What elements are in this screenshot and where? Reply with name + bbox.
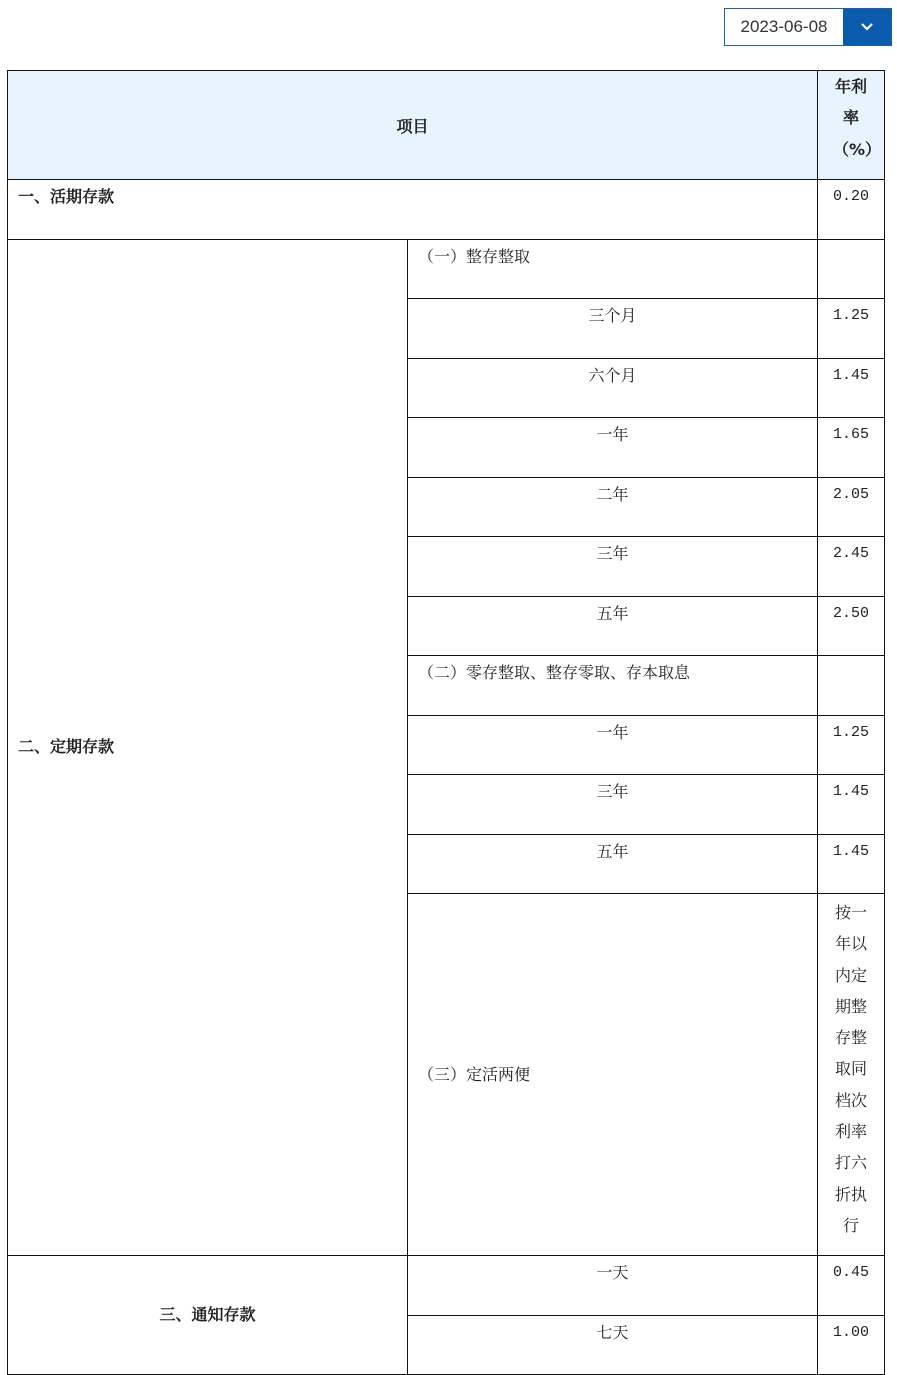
- deposit-rate-table: [7, 70, 885, 1375]
- rate-cell: [818, 656, 885, 716]
- rate-cell: 1.65: [818, 418, 885, 478]
- rate-cell: 2.45: [818, 537, 885, 597]
- date-select[interactable]: [724, 8, 892, 46]
- rate-cell: 1.45: [818, 834, 885, 894]
- table-row: [8, 1256, 885, 1316]
- header-rate: 年利率（%）: [818, 71, 885, 180]
- header-item: 项目: [8, 71, 818, 180]
- term-cell: 一年: [408, 715, 818, 775]
- chevron-down-icon: [860, 22, 874, 32]
- term-cell: 二年: [408, 477, 818, 537]
- rate-cell: [818, 239, 885, 299]
- date-select-value[interactable]: 2023-06-08: [740, 17, 828, 36]
- table-row: [8, 180, 885, 240]
- rate-cell: 2.05: [818, 477, 885, 537]
- rate-cell: 1.25: [818, 715, 885, 775]
- rate-cell: 1.45: [818, 775, 885, 835]
- rate-cell: 1.45: [818, 358, 885, 418]
- rate-cell: 1.25: [818, 299, 885, 359]
- date-select-toggle[interactable]: [843, 9, 891, 45]
- term-cell: 三年: [408, 537, 818, 597]
- table-header-row: [8, 71, 885, 180]
- rate-cell: 0.45: [818, 1256, 885, 1316]
- term-cell: 一年: [408, 418, 818, 478]
- notice-deposit-label: 三、通知存款: [8, 1256, 408, 1375]
- subcategory-label: （一）整存整取: [408, 239, 818, 299]
- subcategory-label: （二）零存整取、整存零取、存本取息: [408, 656, 818, 716]
- rate-cell: 1.00: [818, 1315, 885, 1375]
- term-cell: 六个月: [408, 358, 818, 418]
- term-cell: 三个月: [408, 299, 818, 359]
- term-cell: 五年: [408, 834, 818, 894]
- term-cell: 七天: [408, 1315, 818, 1375]
- demand-label: 一、活期存款: [8, 180, 818, 240]
- term-cell: 五年: [408, 596, 818, 656]
- rate-cell: 0.20: [818, 180, 885, 240]
- term-cell: 一天: [408, 1256, 818, 1316]
- table-row: [8, 239, 885, 299]
- rate-cell: 2.50: [818, 596, 885, 656]
- rate-cell: 按一年以内定期整存整取同档次利率打六折执行: [818, 894, 885, 1256]
- term-cell: 三年: [408, 775, 818, 835]
- time-deposit-label: 二、定期存款: [8, 239, 408, 1256]
- subcategory-label: （三）定活两便: [408, 894, 818, 1256]
